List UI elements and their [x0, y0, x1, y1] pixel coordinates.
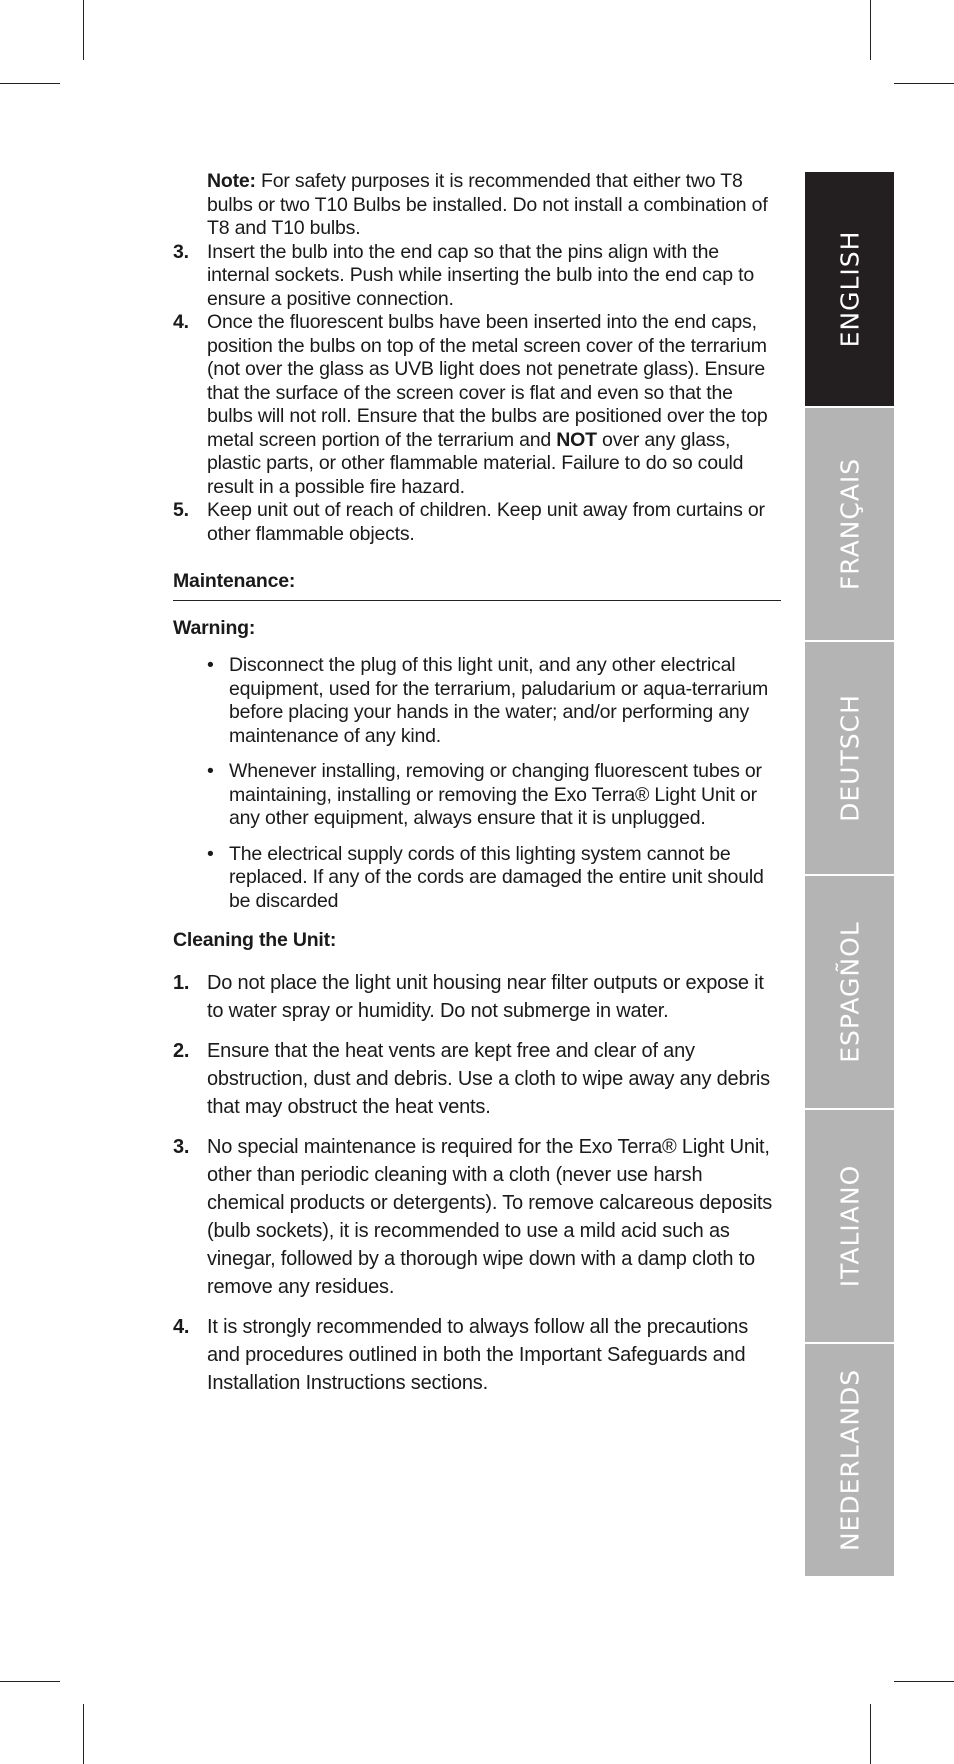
tab-label: ENGLISH — [835, 230, 864, 348]
crop-mark-top-left-vertical — [83, 0, 84, 60]
list-item — [173, 1313, 781, 1397]
tab-label: FRANÇAIS — [835, 457, 864, 591]
list-item — [173, 1133, 781, 1301]
bullet-icon: • — [207, 654, 214, 676]
step-text: Do not place the light unit housing near filter outputs or expose it to water spray or humidity. Do not submerge in water. — [207, 971, 764, 1022]
crop-mark-bottom-right-horizontal — [894, 1681, 954, 1682]
step-text: Insert the bulb into the end cap so that the pins align with the internal sockets. Push while inserting the bulb into the end cap to ensure a positive connection. — [207, 240, 755, 310]
crop-mark-bottom-left-vertical — [83, 1704, 84, 1764]
installation-steps-list — [173, 241, 781, 547]
list-item — [173, 311, 781, 499]
manual-page-content — [173, 170, 781, 1409]
crop-mark-bottom-left-horizontal — [0, 1681, 60, 1682]
warning-text: Whenever installing, removing or changing fluorescent tubes or maintaining, installing or removing the Exo Terra® Light Unit or any other equipment, always ensure that it is unplugged. — [229, 760, 762, 829]
note-text: For safety purposes it is recommended that either two T8 bulbs or two T10 Bulbs be installed. Do not install a combination of T8 and T10 bulbs. — [207, 170, 768, 239]
tab-label: NEDERLANDS — [835, 1368, 864, 1552]
list-item — [173, 499, 781, 546]
list-item — [173, 241, 781, 312]
step-number: 1. — [173, 971, 190, 994]
step-text-part: Once the fluorescent bulbs have been inserted into the end caps, position the bulbs on top of the metal screen cover of the terrarium (not over the glass as UVB light does not penetrate glass). Ensure that the surface of the screen cover is flat and even so that the bulbs will not roll. Ensure that the bulbs are positioned over the top metal screen portion of the terrarium and — [207, 311, 768, 451]
safety-note — [207, 170, 781, 241]
list-item — [173, 1037, 781, 1121]
crop-mark-bottom-right-vertical — [870, 1704, 871, 1764]
cleaning-heading: Cleaning the Unit: — [173, 929, 337, 951]
warning-text: Disconnect the plug of this light unit, and any other electrical equipment, used for the terrarium, paludarium or aqua-terrarium before placing your hands in the water; and/or performing any maintenance of any kind. — [229, 654, 769, 747]
step-text — [207, 311, 781, 499]
tab-label: ESPAGÑOL — [835, 921, 864, 1063]
tab-francais[interactable] — [805, 408, 894, 642]
step-number: 3. — [173, 240, 189, 263]
step-number: 2. — [173, 1039, 190, 1062]
step-number: 4. — [173, 1315, 190, 1338]
step-text: Keep unit out of reach of children. Keep unit away from curtains or other flammable objects. — [207, 499, 765, 545]
note-label: Note: — [207, 170, 256, 192]
warning-text: The electrical supply cords of this lighting system cannot be replaced. If any of the cords are damaged the entire unit should be discarded — [229, 842, 764, 912]
crop-mark-top-left-horizontal — [0, 83, 60, 84]
list-item — [207, 843, 781, 914]
step-text-part: over any glass, plastic parts, or other flammable material. Failure to do so could result in a possible fire hazard. — [207, 428, 744, 498]
step-text-emphasis: NOT — [556, 428, 597, 451]
tab-label: DEUTSCH — [835, 694, 864, 822]
step-number: 4. — [173, 311, 189, 333]
warning-list — [207, 654, 781, 913]
tab-espagnol[interactable] — [805, 876, 894, 1110]
list-item — [173, 969, 781, 1025]
cleaning-steps-list — [173, 969, 781, 1397]
step-text: It is strongly recommended to always follow all the precautions and procedures outlined in both the Important Safeguards and Installation Instructions sections. — [207, 1315, 748, 1394]
bullet-icon: • — [207, 842, 214, 865]
step-text: No special maintenance is required for the Exo Terra® Light Unit, other than periodic cleaning with a cloth (never use harsh chemical products or detergents). To remove calcareous deposits (bulb sockets), it is recommended to use a mild acid such as vinegar, followed by a thorough wipe down with a damp cloth to remove any residues. — [207, 1135, 773, 1298]
crop-mark-top-right-horizontal — [894, 83, 954, 84]
tab-italiano[interactable] — [805, 1110, 894, 1344]
step-text: Ensure that the heat vents are kept free and clear of any obstruction, dust and debris. Use a cloth to wipe away any debris that may obstruct the heat vents. — [207, 1039, 770, 1118]
tab-english[interactable] — [805, 172, 894, 408]
crop-mark-top-right-vertical — [870, 0, 871, 60]
step-number: 5. — [173, 499, 189, 521]
step-number: 3. — [173, 1135, 190, 1158]
warning-heading: Warning: — [173, 616, 256, 639]
list-item — [207, 654, 781, 748]
tab-label: ITALIANO — [835, 1164, 864, 1288]
maintenance-heading: Maintenance: — [173, 570, 781, 601]
bullet-icon: • — [207, 760, 214, 782]
language-tabs — [805, 172, 894, 1578]
list-item — [207, 760, 781, 831]
tab-nederlands[interactable] — [805, 1344, 894, 1578]
tab-deutsch[interactable] — [805, 642, 894, 876]
